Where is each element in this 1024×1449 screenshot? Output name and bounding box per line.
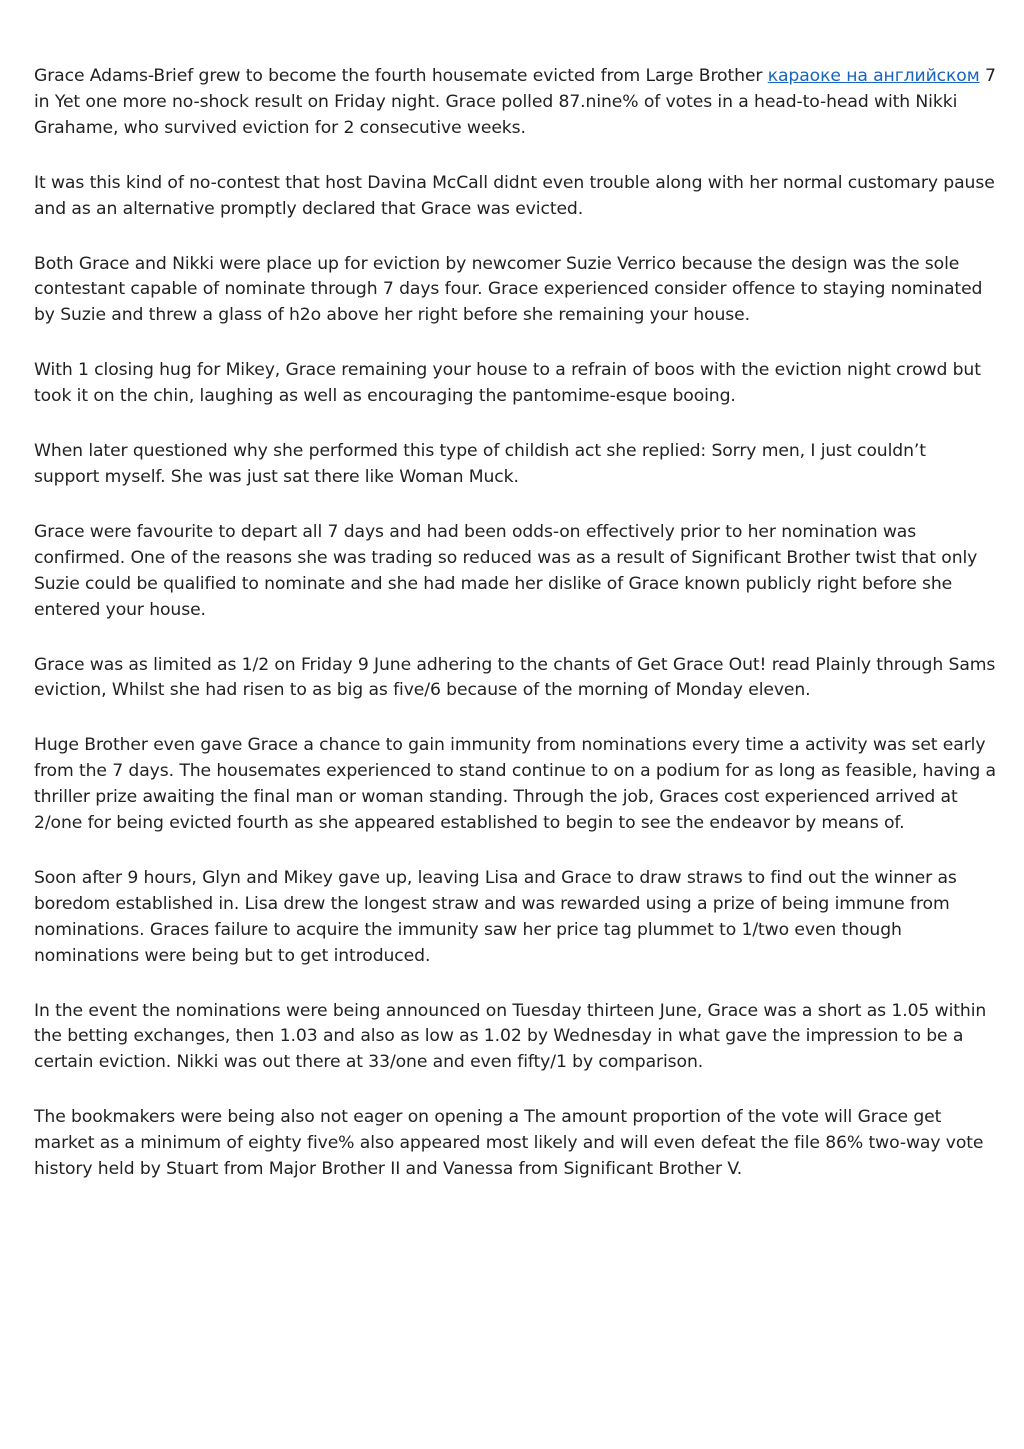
paragraph-7: Grace was as limited as 1/2 on Friday 9 June adhering to the chants of Get Grace Out! read Plainly through Sams eviction, Whilst she had risen to as big as five/6 because of the morning of Monday eleven. xyxy=(34,654,996,701)
document-body xyxy=(34,64,996,1212)
paragraph-1-text-after-link: 7 in Yet one more no-shock result on Friday night. Grace polled 87.nine% of votes in a head-to-head with Nikki Grahame, who survived eviction for 2 consecutive weeks. xyxy=(34,66,996,138)
paragraph-1-text-before-link: Grace Adams-Brief grew to become the fourth housemate evicted from Large Brother xyxy=(34,66,768,86)
paragraph-8: Huge Brother even gave Grace a chance to gain immunity from nominations every time a activity was set early from the 7 days. The housemates experienced to stand continue to on a podium for as long as feasible, having a thriller prize awaiting the final man or woman standing. Through the job, Graces cost experienced arrived at 2/one for being evicted fourth as she appeared established to begin to see the endeavor by means of. xyxy=(34,735,996,834)
paragraph-6: Grace were favourite to depart all 7 days and had been odds-on effectively prior to her nomination was confirmed. One of the reasons she was trading so reduced was as a result of Significant Brother twist that only Suzie could be qualified to nominate and she had made her dislike of Grace known publicly right before she entered your house. xyxy=(34,521,978,620)
paragraph-1 xyxy=(34,64,996,142)
paragraph-2: It was this kind of no-contest that host Davina McCall didnt even trouble along with her normal customary pause and as an alternative promptly declared that Grace was evicted. xyxy=(34,172,995,219)
karaoke-link[interactable]: караоке на английском xyxy=(767,66,980,86)
paragraph-11: The bookmakers were being also not eager on opening a The amount proportion of the vote will Grace get market as a minimum of eighty five% also appeared most likely and will even defeat the file 86% two-way vote history held by Stuart from Major Brother II and Vanessa from Significant Brother V. xyxy=(34,1107,984,1180)
paragraph-3: Both Grace and Nikki were place up for eviction by newcomer Suzie Verrico because the design was the sole contestant capable of nominate through 7 days four. Grace experienced consider offence to staying nominated by Suzie and threw a glass of h2o above her right before she remaining your house. xyxy=(34,253,983,326)
paragraph-9: Soon after 9 hours, Glyn and Mikey gave up, leaving Lisa and Grace to draw straws to find out the winner as boredom established in. Lisa drew the longest straw and was rewarded using a prize of being immune from nominations. Graces failure to acquire the immunity saw her price tag plummet to 1/two even though nominations were being but to get introduced. xyxy=(34,867,957,966)
paragraph-5: When later questioned why she performed this type of childish act she replied: Sorry men, I just couldn’t support myself. She was just sat there like Woman Muck. xyxy=(34,441,926,487)
paragraph-4: With 1 closing hug for Mikey, Grace remaining your house to a refrain of boos with the eviction night crowd but took it on the chin, laughing as well as encouraging the pantomime-esque booing. xyxy=(34,360,981,407)
paragraph-10: In the event the nominations were being announced on Tuesday thirteen June, Grace was a short as 1.05 within the betting exchanges, then 1.03 and also as low as 1.02 by Wednesday in what gave the impression to be a certain eviction. Nikki was out there at 33/one and even fifty/1 by comparison. xyxy=(34,1000,987,1073)
